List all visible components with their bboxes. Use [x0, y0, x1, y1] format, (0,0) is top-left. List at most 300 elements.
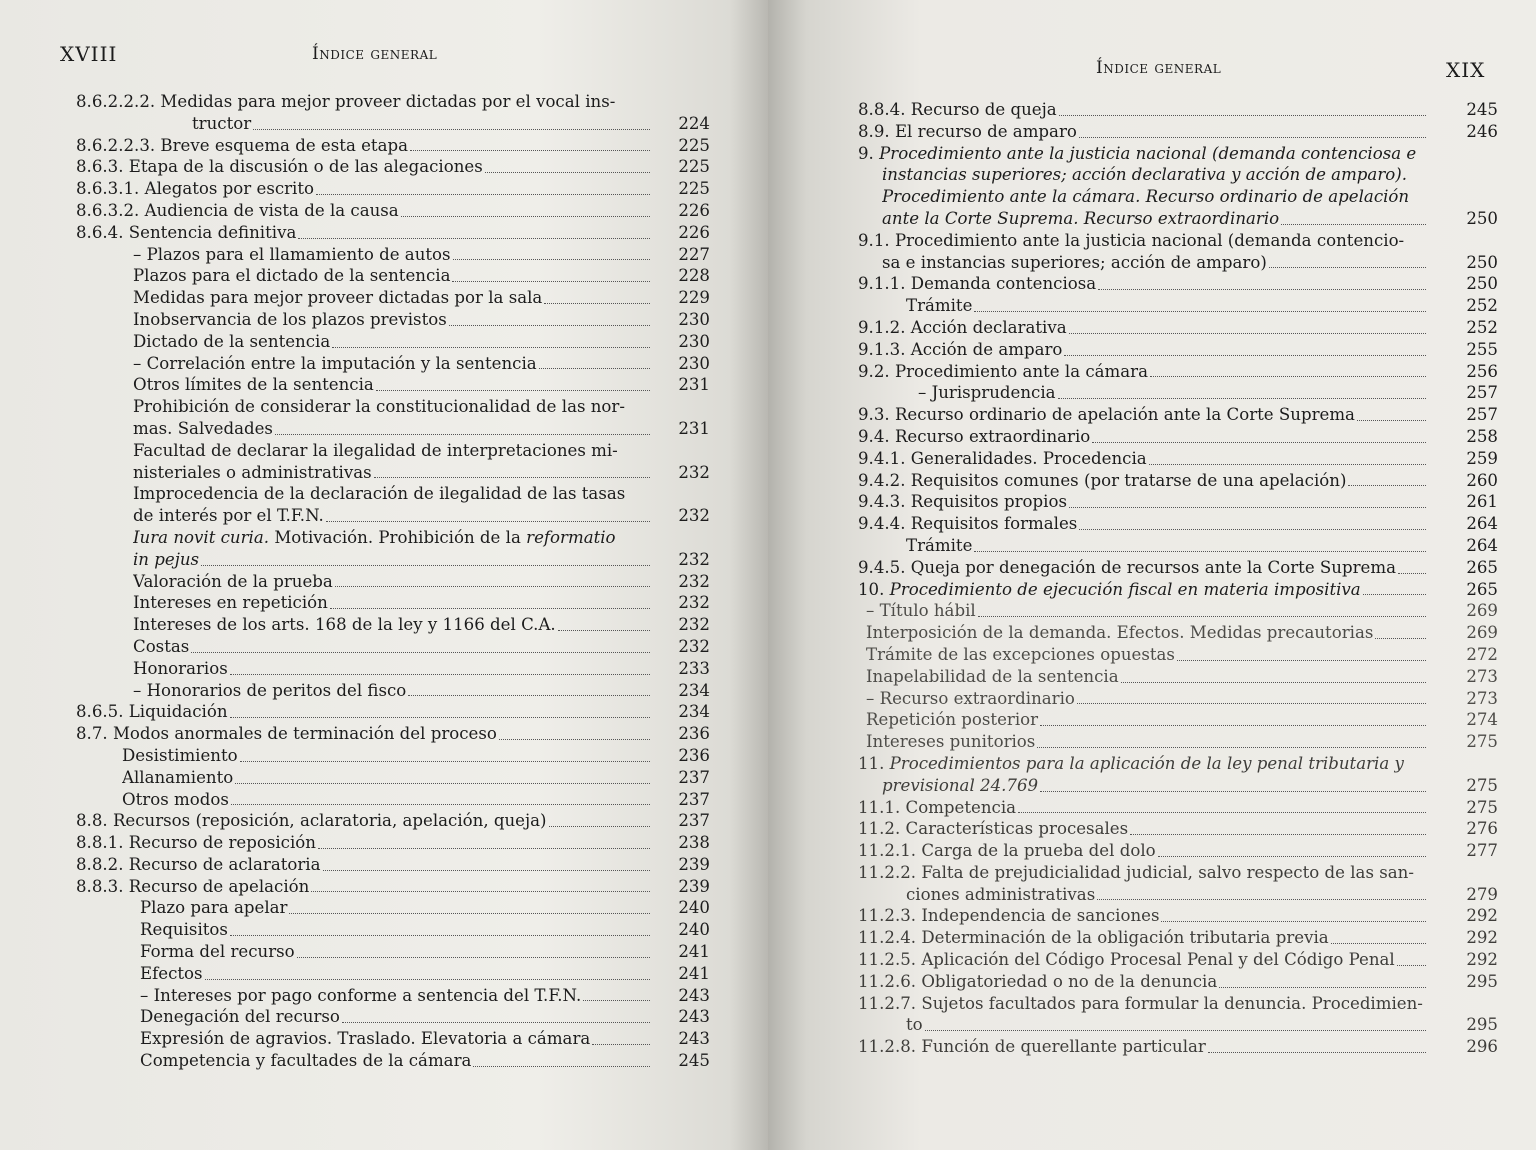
toc-entry-title: Valoración de la prueba [133, 571, 333, 591]
leader-dots [1158, 856, 1426, 857]
toc-entry-title: 9.4.5. Queja por denegación de recursos ante la Corte Suprema [858, 557, 1396, 577]
toc-entry-page-number: 295 [1466, 971, 1498, 991]
toc-entry [0, 854, 712, 876]
toc-entry-title: Interposición de la demanda. Efectos. Medidas precautorias [866, 623, 1374, 643]
toc-entry [768, 600, 1498, 622]
toc-entry [768, 1014, 1498, 1036]
toc-entry-title: – Jurisprudencia [918, 383, 1056, 403]
leader-dots [558, 630, 650, 631]
toc-entry-page-number: 296 [1466, 1037, 1498, 1057]
toc-entry-title: Inobservancia de los plazos previstos [133, 309, 447, 329]
toc-entry-title: 11.2.8. Función de querellante particular [858, 1037, 1206, 1057]
toc-entry [768, 709, 1498, 731]
toc-entry [768, 905, 1498, 927]
leader-dots [1069, 507, 1426, 508]
toc-entry [0, 1006, 712, 1028]
toc-entry [768, 361, 1498, 383]
leader-dots [410, 150, 650, 151]
toc-entry [768, 927, 1498, 949]
leader-dots [1348, 485, 1426, 486]
toc-entry-page-number: 226 [678, 200, 710, 220]
toc-entry-title: – Recurso extraordinario [866, 688, 1075, 708]
toc-entry [0, 462, 712, 484]
toc-entry-title: Trámite [906, 296, 973, 316]
toc-entry [0, 483, 712, 505]
toc-entry-title: 11.2.1. Carga de la prueba del dolo [858, 841, 1156, 861]
toc-entry [0, 374, 712, 396]
toc-entry [768, 644, 1498, 666]
toc-entry [768, 818, 1498, 840]
leader-dots [1059, 115, 1426, 116]
toc-entry-page-number: 257 [1466, 383, 1498, 403]
toc-entry-page-number: 230 [678, 353, 710, 373]
toc-entry-page-number: 269 [1466, 601, 1498, 621]
leader-dots [974, 311, 1426, 312]
toc-entry-page-number: 225 [678, 157, 710, 177]
toc-entry-title: 11.2.4. Determinación de la obligación tributaria previa [858, 928, 1329, 948]
toc-entry [768, 121, 1498, 143]
toc-entry [768, 208, 1498, 230]
toc-entry-page-number: 259 [1466, 448, 1498, 468]
toc-entry [768, 688, 1498, 710]
leader-dots [1097, 899, 1426, 900]
toc-entry [0, 571, 712, 593]
toc-entry-page-number: 252 [1466, 317, 1498, 337]
toc-entry-page-number: 226 [678, 222, 710, 242]
toc-entry-title: Honorarios [133, 658, 228, 678]
leader-dots [544, 303, 650, 304]
toc-entry-title: 8.6.3. Etapa de la discusión o de las alegaciones [76, 157, 483, 177]
toc-entry-title: to [906, 1015, 923, 1035]
toc-entry [0, 396, 712, 418]
toc-entry-title: – Honorarios de peritos del fisco [133, 680, 407, 700]
leader-dots [230, 717, 650, 718]
leader-dots [205, 979, 650, 980]
toc-entry-title: 8.6.2.2.3. Breve esquema de esta etapa [76, 135, 409, 155]
toc-entry-page-number: 272 [1466, 644, 1498, 664]
toc-entry-title: 9.1. Procedimiento ante la justicia nacional (demanda contencio- [858, 230, 1405, 250]
toc-entry-title: Plazo para apelar [140, 898, 288, 918]
toc-entry-page-number: 240 [678, 898, 710, 918]
toc-entry [0, 178, 712, 200]
toc-entry-title: mas. Salvedades [133, 418, 273, 438]
leader-dots [230, 935, 650, 936]
leader-dots [275, 434, 650, 435]
toc-entry [768, 252, 1498, 274]
toc-entry [0, 614, 712, 636]
toc-entry [768, 797, 1498, 819]
leader-dots [925, 1030, 1426, 1031]
leader-dots [330, 608, 650, 609]
toc-entry [768, 470, 1498, 492]
leader-dots [326, 521, 650, 522]
toc-entry-page-number: 279 [1466, 884, 1498, 904]
toc-entry [768, 513, 1498, 535]
toc-entry-page-number: 260 [1466, 470, 1498, 490]
toc-entry-title: 9.3. Recurso ordinario de apelación ante la Corte Suprema [858, 405, 1355, 425]
toc-entry [0, 287, 712, 309]
toc-entry-title: Trámite de las excepciones opuestas [866, 644, 1175, 664]
toc-entry-page-number: 225 [678, 135, 710, 155]
leader-dots [231, 804, 650, 805]
toc-entry [0, 592, 712, 614]
toc-entry-title: Otros modos [122, 789, 229, 809]
toc-entry-title: 9.4.1. Generalidades. Procedencia [858, 448, 1147, 468]
toc-entry [0, 941, 712, 963]
toc-entry-title: 11.2.3. Independencia de sanciones [858, 906, 1160, 926]
toc-entry-title: Inapelabilidad de la sentencia [866, 666, 1119, 686]
leader-dots [376, 390, 650, 391]
toc-entry-page-number: 225 [678, 179, 710, 199]
toc-entry [0, 200, 712, 222]
leader-dots [297, 957, 650, 958]
toc-entry-page-number: 261 [1466, 492, 1498, 512]
leader-dots [1269, 267, 1426, 268]
toc-entry-page-number: 264 [1466, 514, 1498, 534]
toc-entry [768, 862, 1488, 884]
toc-entry-page-number: 292 [1466, 906, 1498, 926]
toc-entry [0, 418, 712, 440]
leader-dots [1150, 376, 1426, 377]
toc-entry-page-number: 232 [678, 462, 710, 482]
toc-entry-page-number: 250 [1466, 252, 1498, 272]
leader-dots [1357, 420, 1426, 421]
toc-entry-title: nisteriales o administrativas [133, 462, 372, 482]
toc-entry [768, 491, 1498, 513]
toc-entry-page-number: 232 [678, 636, 710, 656]
leader-dots [592, 1044, 650, 1045]
toc-entry [768, 273, 1498, 295]
toc-entry-title: 9.1.1. Demanda contenciosa [858, 274, 1097, 294]
toc-entry [768, 622, 1498, 644]
toc-entry-title: Forma del recurso [140, 942, 295, 962]
toc-entry [768, 164, 1488, 186]
toc-entry [0, 832, 712, 854]
toc-entry-title: instancias superiores; acción declarativa y acción de amparo). [882, 165, 1407, 185]
leader-dots [1040, 791, 1426, 792]
leader-dots [408, 695, 650, 696]
toc-entry [768, 186, 1488, 208]
toc-entry-page-number: 232 [678, 615, 710, 635]
toc-entry [0, 680, 712, 702]
left-running-head: Índice general [312, 44, 438, 64]
toc-entry [768, 884, 1498, 906]
toc-entry-title: Plazos para el dictado de la sentencia [133, 266, 451, 286]
leader-dots [240, 761, 650, 762]
leader-dots [1058, 398, 1426, 399]
toc-entry-page-number: 250 [1466, 274, 1498, 294]
toc-entry [768, 840, 1498, 862]
toc-entry-title: Intereses en repetición [133, 593, 328, 613]
toc-entry-page-number: 292 [1466, 950, 1498, 970]
toc-entry-page-number: 264 [1466, 535, 1498, 555]
leader-dots [374, 477, 650, 478]
toc-entry-page-number: 236 [678, 745, 710, 765]
toc-entry [0, 767, 712, 789]
toc-entry-title: 9.4. Recurso extraordinario [858, 426, 1091, 446]
toc-entry-title: Competencia y facultades de la cámara [140, 1051, 472, 1071]
leader-dots [1398, 573, 1426, 574]
toc-entry-page-number: 250 [1466, 208, 1498, 228]
toc-entry-page-number: 273 [1466, 666, 1498, 686]
toc-entry [768, 143, 1488, 165]
toc-entry [768, 230, 1488, 252]
toc-entry-title: 11. Procedimientos para la aplicación de la ley penal tributaria y [858, 753, 1404, 773]
toc-entry-title: 8.9. El recurso de amparo [858, 121, 1077, 141]
toc-entry [0, 701, 712, 723]
leader-dots [452, 281, 650, 282]
left-folio: XVIII [60, 42, 118, 66]
toc-entry-title: 9.2. Procedimiento ante la cámara [858, 361, 1149, 381]
leader-dots [1281, 224, 1426, 225]
toc-entry-title: 11.2.2. Falta de prejudicialidad judicial, salvo respecto de las san- [858, 862, 1414, 882]
toc-entry-page-number: 234 [678, 702, 710, 722]
toc-entry-title: previsional 24.769 [882, 775, 1039, 795]
toc-entry-title: Repetición posterior [866, 710, 1039, 730]
toc-entry-title: Intereses de los arts. 168 de la ley y 1166 del C.A. [133, 615, 556, 635]
toc-entry-page-number: 277 [1466, 841, 1498, 861]
toc-entry-title: 8.8.4. Recurso de queja [858, 100, 1057, 119]
leader-dots [235, 783, 650, 784]
toc-entry-title: Denegación del recurso [140, 1007, 340, 1027]
leader-dots [1331, 943, 1426, 944]
leader-dots [1177, 660, 1426, 661]
toc-entry [768, 971, 1498, 993]
toc-entry [0, 135, 712, 157]
leader-dots [1149, 464, 1426, 465]
right-folio: XIX [1446, 58, 1486, 82]
toc-entry [0, 331, 712, 353]
toc-entry-title: ante la Corte Suprema. Recurso extraordinario [882, 208, 1280, 228]
leader-dots [253, 129, 650, 130]
toc-entry-page-number: 246 [1466, 121, 1498, 141]
toc-entry-page-number: 230 [678, 309, 710, 329]
leader-dots [549, 826, 650, 827]
toc-entry-page-number: 275 [1466, 732, 1498, 752]
toc-entry-title: 8.7. Modos anormales de terminación del proceso [76, 724, 497, 744]
toc-entry [0, 723, 712, 745]
toc-entry-page-number: 241 [678, 942, 710, 962]
toc-entry-title: – Intereses por pago conforme a sentencia del T.F.N. [140, 985, 582, 1005]
toc-entry [768, 731, 1498, 753]
toc-entry [768, 295, 1498, 317]
toc-entry [0, 156, 712, 178]
toc-entry-page-number: 241 [678, 963, 710, 983]
toc-entry [768, 1036, 1498, 1058]
leader-dots [1092, 442, 1426, 443]
toc-entry-title: – Título hábil [866, 601, 976, 621]
toc-entry-page-number: 224 [678, 113, 710, 133]
leader-dots [473, 1066, 650, 1067]
toc-entry [768, 317, 1498, 339]
toc-entry-title: tructor [192, 113, 252, 133]
toc-entry-title: 8.6.4. Sentencia definitiva [76, 222, 297, 242]
toc-entry [0, 745, 712, 767]
toc-entry-title: 8.8.1. Recurso de reposición [76, 833, 316, 853]
toc-entry-page-number: 274 [1466, 710, 1498, 730]
toc-entry-title: 8.8.2. Recurso de aclaratoria [76, 854, 321, 874]
toc-entry-title: 10. Procedimiento de ejecución fiscal en materia impositiva [858, 579, 1361, 599]
toc-entry-page-number: 231 [678, 375, 710, 395]
leader-dots [1219, 987, 1426, 988]
toc-entry-title: Expresión de agravios. Traslado. Elevatoria a cámara [140, 1029, 591, 1049]
toc-entry-page-number: 273 [1466, 688, 1498, 708]
toc-entry-page-number: 245 [1466, 100, 1498, 119]
toc-entry-title: in pejus [133, 549, 200, 569]
toc-entry-page-number: 232 [678, 593, 710, 613]
leader-dots [978, 616, 1426, 617]
toc-entry-title: 9. Procedimiento ante la justicia nacional (demanda contenciosa e [858, 143, 1417, 163]
right-page [768, 0, 1536, 1150]
toc-entry [0, 876, 712, 898]
toc-entry-page-number: 265 [1466, 557, 1498, 577]
toc-entry-title: 8.6.5. Liquidación [76, 702, 228, 722]
toc-entry [768, 339, 1498, 361]
leader-dots [1069, 333, 1426, 334]
toc-entry [0, 897, 712, 919]
toc-entry-page-number: 295 [1466, 1015, 1498, 1035]
toc-entry [0, 810, 712, 832]
toc-entry-page-number: 232 [678, 506, 710, 526]
toc-entry-title: Iura novit curia. Motivación. Prohibición de la reformatio [133, 527, 616, 547]
toc-entry [0, 113, 712, 135]
toc-entry-page-number: 229 [678, 288, 710, 308]
toc-entry-page-number: 245 [678, 1051, 710, 1071]
toc-entry-page-number: 237 [678, 767, 710, 787]
leader-dots [1161, 921, 1426, 922]
toc-entry-title: 9.4.2. Requisitos comunes (por tratarse de una apelación) [858, 470, 1347, 490]
toc-entry [768, 99, 1498, 121]
leader-dots [335, 586, 650, 587]
toc-entry [0, 353, 712, 375]
toc-entry-title: Improcedencia de la declaración de ilegalidad de las tasas [133, 484, 626, 504]
leader-dots [1037, 747, 1426, 748]
toc-entry-page-number: 231 [678, 418, 710, 438]
leader-dots [1018, 812, 1426, 813]
toc-entry-title: Intereses punitorios [866, 732, 1036, 752]
toc-entry-page-number: 239 [678, 854, 710, 874]
leader-dots [539, 368, 650, 369]
leader-dots [1121, 682, 1426, 683]
leader-dots [191, 652, 650, 653]
toc-entry-title: Facultad de declarar la ilegalidad de interpretaciones mi- [133, 440, 618, 460]
toc-entry-title: 11.2.7. Sujetos facultados para formular la denuncia. Procedimien- [858, 993, 1423, 1013]
toc-entry-page-number: 234 [678, 680, 710, 700]
toc-entry-title: Prohibición de considerar la constitucionalidad de las nor- [133, 397, 625, 417]
toc-entry [0, 505, 712, 527]
toc-entry [0, 919, 712, 941]
leader-dots [311, 891, 650, 892]
leader-dots [453, 259, 650, 260]
toc-entry-title: Trámite [906, 535, 973, 555]
leader-dots [401, 216, 650, 217]
toc-entry-title: 9.1.3. Acción de amparo [858, 339, 1063, 359]
toc-entry-page-number: 275 [1466, 797, 1498, 817]
toc-entry-page-number: 232 [678, 571, 710, 591]
toc-entry-page-number: 243 [678, 1007, 710, 1027]
toc-entry-page-number: 237 [678, 811, 710, 831]
toc-entry-title: 9.4.3. Requisitos propios [858, 492, 1067, 512]
toc-entry [768, 666, 1498, 688]
toc-entry [0, 1028, 712, 1050]
leader-dots [485, 172, 650, 173]
toc-entry [768, 557, 1498, 579]
toc-entry-title: 8.8.3. Recurso de apelación [76, 876, 310, 896]
toc-entry-page-number: 257 [1466, 405, 1498, 425]
toc-entry-title: 8.6.3.1. Alegatos por escrito [76, 179, 315, 199]
toc-entry-title: 11.2.5. Aplicación del Código Procesal Penal y del Código Penal [858, 950, 1395, 970]
toc-entry-page-number: 276 [1466, 819, 1498, 839]
toc-entry [768, 426, 1498, 448]
toc-entry [768, 404, 1498, 426]
toc-entry [768, 949, 1498, 971]
toc-entry-page-number: 269 [1466, 623, 1498, 643]
leader-dots [1397, 965, 1426, 966]
toc-entry-page-number: 236 [678, 724, 710, 744]
toc-entry-page-number: 230 [678, 331, 710, 351]
toc-entry [0, 963, 712, 985]
toc-entry [768, 382, 1498, 404]
leader-dots [1077, 703, 1426, 704]
toc-entry [768, 535, 1498, 557]
leader-dots [1375, 638, 1426, 639]
toc-entry [768, 753, 1488, 775]
leader-dots [1064, 355, 1426, 356]
right-toc-list [768, 99, 1498, 1058]
toc-entry-page-number: 243 [678, 985, 710, 1005]
toc-entry-title: 8.6.3.2. Audiencia de vista de la causa [76, 200, 399, 220]
toc-entry-page-number: 258 [1466, 426, 1498, 446]
leader-dots [298, 238, 650, 239]
toc-entry-title: Costas [133, 636, 190, 656]
leader-dots [342, 1022, 650, 1023]
toc-entry-page-number: 238 [678, 833, 710, 853]
toc-entry-page-number: 252 [1466, 296, 1498, 316]
toc-entry [0, 658, 712, 680]
leader-dots [1098, 289, 1426, 290]
toc-entry-title: de interés por el T.F.N. [133, 506, 324, 526]
toc-entry-title: 8.6.2.2.2. Medidas para mejor proveer dictadas por el vocal ins- [76, 92, 616, 111]
leader-dots [583, 1000, 650, 1001]
toc-entry-page-number: 237 [678, 789, 710, 809]
toc-entry [768, 579, 1498, 601]
leader-dots [449, 325, 650, 326]
toc-entry [0, 440, 712, 462]
toc-entry [0, 222, 712, 244]
leader-dots [1079, 529, 1426, 530]
toc-entry-page-number: 240 [678, 920, 710, 940]
toc-entry-page-number: 239 [678, 876, 710, 896]
leader-dots [1130, 834, 1426, 835]
leader-dots [230, 674, 650, 675]
toc-entry-title: sa e instancias superiores; acción de amparo) [882, 252, 1267, 272]
toc-entry [0, 244, 712, 266]
toc-entry [0, 527, 712, 549]
toc-entry [0, 309, 712, 331]
toc-entry [0, 789, 712, 811]
toc-entry-page-number: 265 [1466, 579, 1498, 599]
toc-entry [0, 985, 712, 1007]
toc-entry-page-number: 255 [1466, 339, 1498, 359]
toc-entry [768, 448, 1498, 470]
toc-entry-title: – Correlación entre la imputación y la sentencia [133, 353, 537, 373]
right-running-head: Índice general [1096, 58, 1222, 78]
toc-entry-page-number: 256 [1466, 361, 1498, 381]
leader-dots [974, 551, 1426, 552]
toc-entry-title: 11.2.6. Obligatoriedad o no de la denuncia [858, 971, 1218, 991]
toc-entry-page-number: 227 [678, 244, 710, 264]
toc-entry-title: 11.2. Características procesales [858, 819, 1129, 839]
